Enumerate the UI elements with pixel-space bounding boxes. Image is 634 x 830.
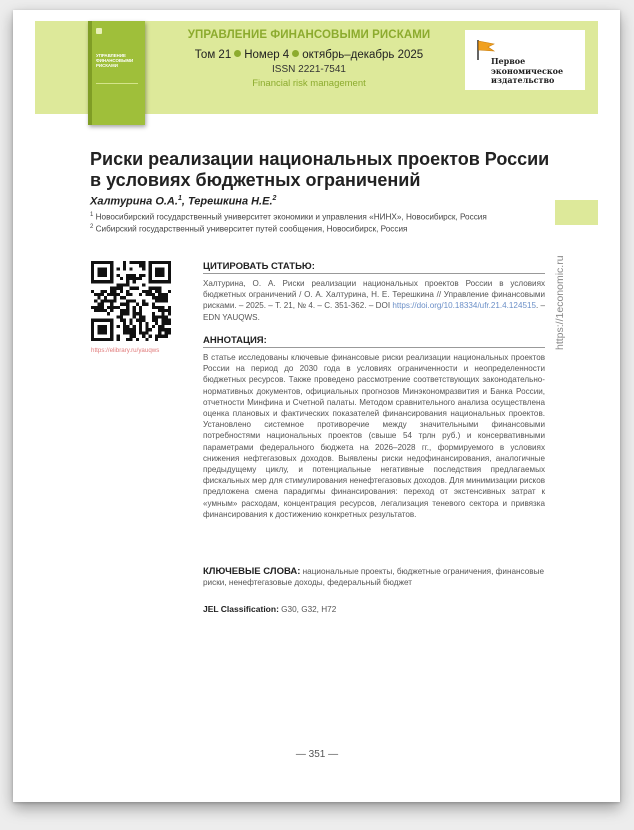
affiliation-1 bbox=[90, 212, 487, 222]
author-2-sup: 2 bbox=[272, 195, 277, 202]
citation-heading: ЦИТИРОВАТЬ СТАТЬЮ: bbox=[203, 261, 545, 274]
author-2: Терешкина Н.Е. bbox=[187, 195, 273, 208]
affiliation-1-num: 1 bbox=[90, 212, 94, 218]
keywords-label: КЛЮЧЕВЫЕ СЛОВА: bbox=[203, 566, 301, 577]
side-url-text[interactable]: https://1economic.ru bbox=[554, 255, 566, 350]
issue-line bbox=[183, 49, 435, 61]
citation-tail: . – EDN YAUQWS. bbox=[203, 301, 546, 322]
page-number: — 351 — bbox=[295, 749, 339, 760]
jel-label: JEL Classification: bbox=[203, 604, 279, 614]
journal-cover bbox=[88, 21, 145, 125]
author-1: Халтурина О.А. bbox=[90, 195, 178, 208]
affiliation-2-num: 2 bbox=[90, 224, 94, 230]
publisher-line: издательство bbox=[491, 75, 555, 85]
abstract-text: В статье исследованы ключевые финансовые риски реализации национальных проектов России на период до 2030 года в условиях ограниченности и неопределенности бюджетных ресурсов. Также проведено рассмотрение соответствующих законодательно-нормативных документов, официальных прогнозов Минэкономразвития и Банка России, отчетности Минфина и Счетной палаты. Методом сравнительного анализа осуществлена оценка плановых и фактических показателей финансирования национальных проектов. Установлено системное противоречие между значительными финансовыми потребностями национальных проектов (свыше 54 трлн руб.) и консервативными параметрами федерального бюджета на 2026–2028 гг., формируемого в условиях снижения нефтегазовых доходов. Выявлены риски недофинансирования, аналогичные предыдущему циклу, и потенциальные негативные последствия предлагаемых фискальных мер для стимулирования ненефтегазовых доходов. Для минимизации рисков предложена смена парадигмы финансирования: переход от экстенсивных затрат к «умным» расходам, концентрация ресурсов, легализация теневого сектора и привязка финансирования к достижению конкретных результатов. bbox=[203, 353, 545, 519]
article-title: Риски реализации национальных проектов России в условиях бюджетных ограничений bbox=[90, 149, 550, 190]
keywords-section bbox=[203, 566, 545, 589]
dot-separator-icon bbox=[292, 50, 299, 57]
cover-divider bbox=[96, 83, 138, 84]
journal-english-name: Financial risk management bbox=[252, 78, 366, 89]
publisher-line: Первое bbox=[491, 56, 526, 66]
author-1-sup: 1 bbox=[177, 195, 182, 202]
cover-title: УПРАВЛЕНИЕ ФИНАНСОВЫМИ РИСКАМИ bbox=[96, 53, 134, 68]
volume: Том 21 bbox=[194, 49, 232, 61]
cover-logo-icon bbox=[96, 28, 102, 34]
journal-name: УПРАВЛЕНИЕ ФИНАНСОВЫМИ РИСКАМИ bbox=[187, 29, 431, 41]
issue-number: Номер 4 bbox=[244, 49, 290, 61]
side-url[interactable] bbox=[548, 255, 570, 378]
journal-header bbox=[35, 21, 598, 114]
jel-section bbox=[203, 604, 545, 614]
dot-separator-icon bbox=[234, 50, 241, 57]
issn: ISSN 2221-7541 bbox=[272, 64, 346, 75]
affiliation-1-text: Новосибирский государственный университет экономики и управления «НИНХ», Новосибирск, Россия bbox=[93, 212, 487, 222]
abstract-section bbox=[203, 335, 545, 520]
publisher-block bbox=[465, 30, 585, 90]
citation-section bbox=[203, 261, 545, 323]
doi-link[interactable]: https://doi.org/10.18334/ufr.21.4.124515 bbox=[392, 301, 536, 311]
cover-spine bbox=[88, 21, 92, 125]
issue-period: октябрь–декабрь 2025 bbox=[302, 49, 424, 61]
abstract-heading: АННОТАЦИЯ: bbox=[203, 335, 545, 348]
publisher-name bbox=[491, 57, 581, 86]
authors bbox=[90, 195, 276, 208]
journal-info bbox=[183, 29, 435, 89]
qr-code[interactable] bbox=[91, 261, 171, 341]
qr-link[interactable]: https://elibrary.ru/yauqws bbox=[91, 347, 160, 354]
side-tab bbox=[555, 200, 598, 225]
affiliation-2-text: Сибирский государственный университет путей сообщения, Новосибирск, Россия bbox=[93, 224, 408, 234]
author-separator: , bbox=[181, 195, 188, 208]
publisher-line: экономическое bbox=[491, 65, 564, 76]
citation-text bbox=[203, 278, 545, 323]
keywords-text: национальные проекты, бюджетные ограничения, финансовые риски, ненефтегазовые доходы, федеральный бюджет bbox=[203, 567, 545, 588]
jel-text: G30, G32, H72 bbox=[278, 605, 337, 614]
citation-body: Халтурина, О. А. Риски реализации национальных проектов России в условиях бюджетных ограничений / О. А. Халтурина, Н. Е. Терешкина // Управление финансовыми рисками. – 2025. – Т. 21, № 4. – С. 351-362. – DOI bbox=[203, 279, 545, 311]
affiliation-2 bbox=[90, 224, 407, 234]
